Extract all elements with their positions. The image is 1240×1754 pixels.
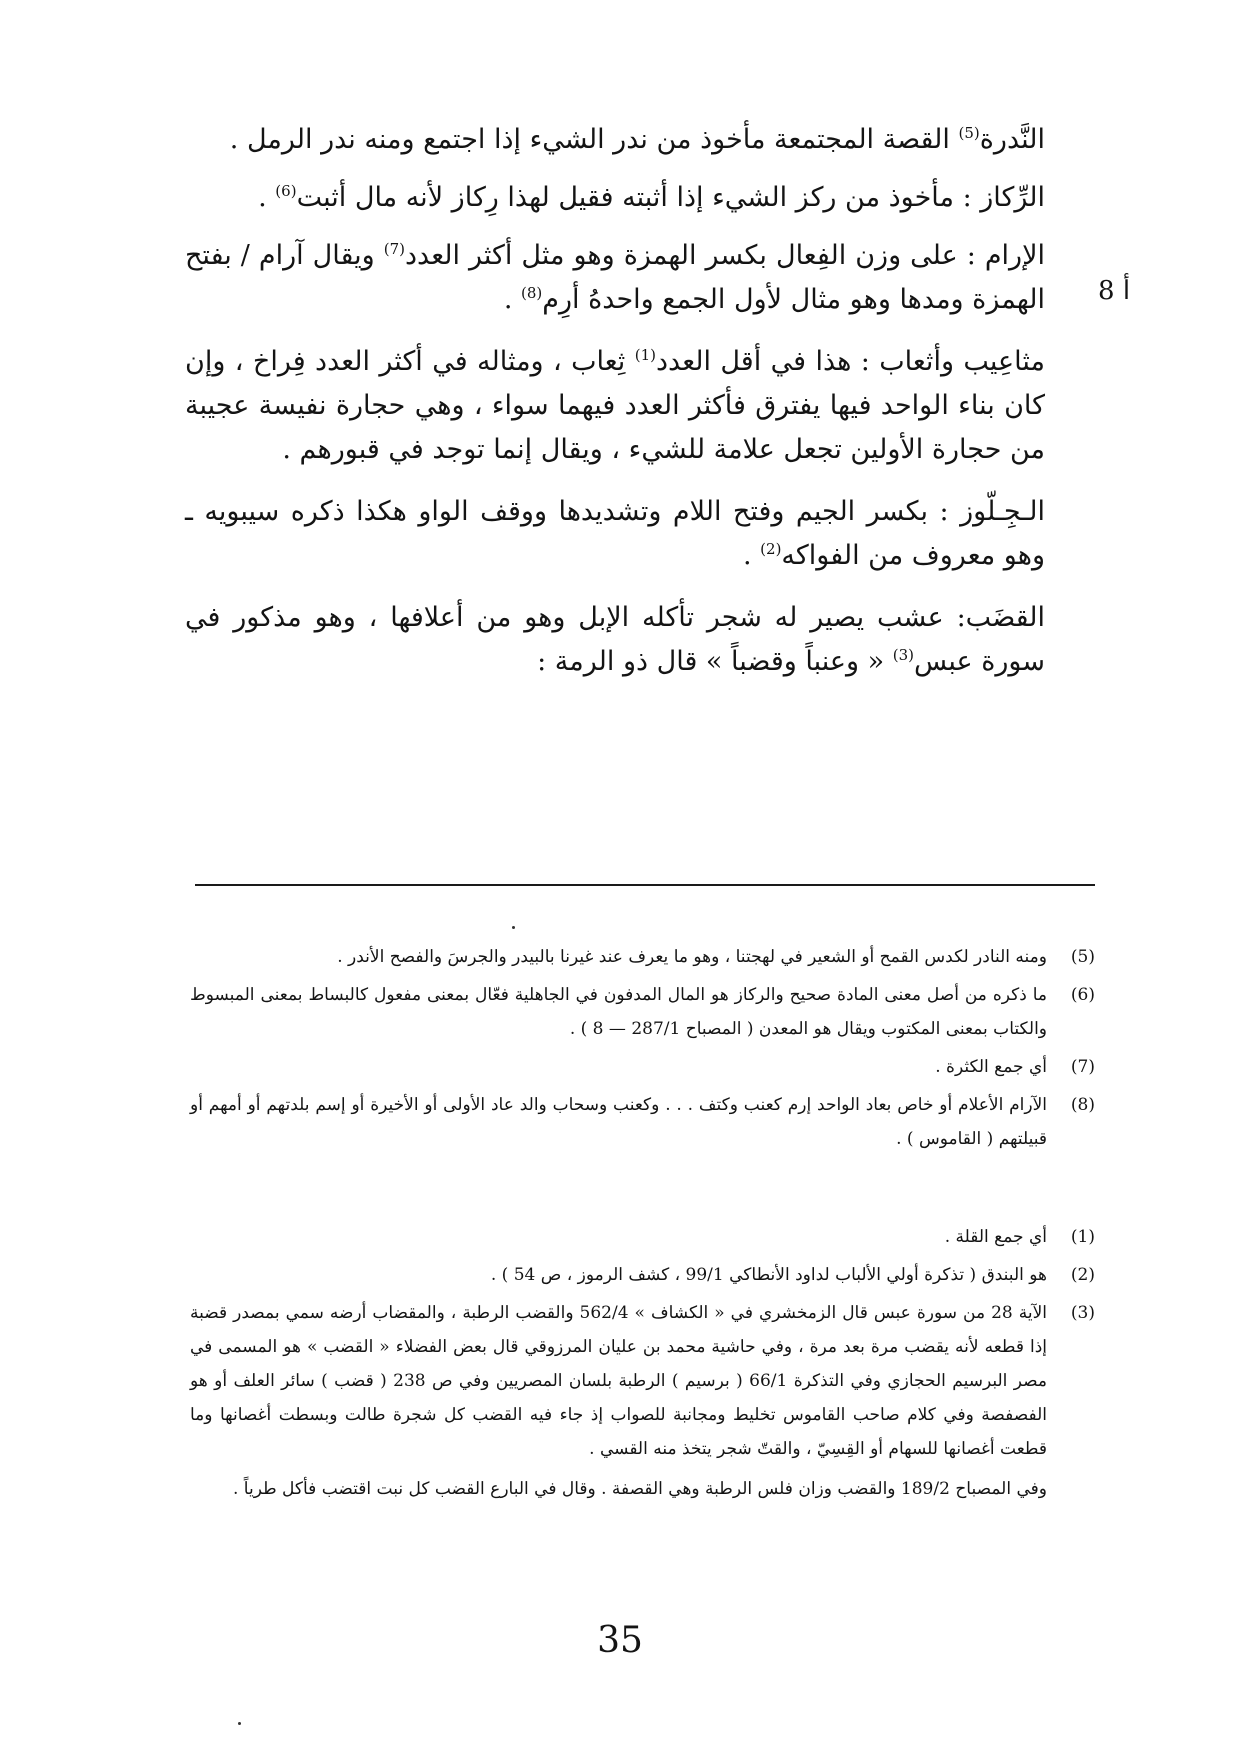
page-number: 35: [597, 1620, 643, 1661]
footnote-ref: (6): [275, 182, 297, 200]
footnote: (5) ومنه النادر لكدس القمح أو الشعير في لهجتنا ، وهو ما يعرف عند غيرنا بالبيدر والجرسَ والفصح الأندر .: [337, 947, 1095, 967]
paragraph-iram: الإرام : على وزن الفِعال بكسر الهمزة وهو مثل أكثر العدد$^{(7)}$ ويقال آرام / بفتح الهمزة ومدها وهو مثال لأول الجمع واحدهُ أرِم$^{(8)}$ .: [185, 240, 1045, 315]
footnote: (8) الآرام الأعلام أو خاص بعاد الواحد إرم كعنب وكتف . . . وكعنب وسحاب والد عاد الأولى أو الأخيرة أو إسم بلدتهم أو أمهم أو قبيلتهم ( القاموس ) .: [190, 1095, 1095, 1149]
folio-marker: 8 أ: [1098, 276, 1131, 306]
footnote-ref: (7): [383, 240, 405, 258]
main-text: [185, 118, 1045, 702]
footnote: (2) هو البندق ( تذكرة أولي الألباب لداود الأنطاكي 99/1 ، كشف الرموز ، ص 54 ) .: [490, 1265, 1095, 1285]
scan-speck: [512, 926, 515, 929]
paragraph-qadab: القضَب: عشب يصير له شجر تأكله الإبل وهو من أعلافها ، وهو مذكور في سورة عبس$^{(3)}$ « وعنباً وقضباً » قال ذو الرمة :: [185, 602, 1045, 677]
footnote-continuation: وفي المصباح 189/2 والقضب وزان فلس الرطبة وهي القصفة . وقال في البارع القضب كل نبت اقتضب فأكل طرياً .: [232, 1479, 1047, 1499]
paragraph-rikaz: الرِّكاز : مأخوذ من ركز الشيء إذا أثبته فقيل لهذا رِكاز لأنه مال أثبت$^{(6)}$ .: [258, 182, 1045, 213]
footnote: (7) أي جمع الكثرة .: [935, 1057, 1095, 1077]
footnote: (6) ما ذكره من أصل معنى المادة صحيح والركاز هو المال المدفون في الجاهلية فعّال بمعنى مفعول كالبساط بمعنى المبسوط والكتاب بمعنى المكتوب ويقال هو المعدن ( المصباح 287/1 — 8 ) .: [190, 985, 1095, 1039]
footnote-ref: (2): [760, 540, 782, 558]
footnotes-group-a: [190, 940, 1095, 1160]
footnotes-group-b: [190, 1220, 1095, 1510]
paragraph-mathaib: مثاعِيب وأثعاب : هذا في أقل العدد$^{(1)}$ ثِعاب ، ومثاله في أكثر العدد فِراخ ، وإن كان بناء الواحد فيها يفترق فأكثر العدد فيهما سواء ، وهي حجارة نفيسة عجيبة من حجارة الأولين تجعل علامة للشيء ، ويقال إنما توجد في قبورهم .: [185, 346, 1046, 465]
paragraph-jilloz: الـجِـلّوز : بكسر الجيم وفتح اللام وتشديدها ووقف الواو هكذا ذكره سيبويه ـ وهو معروف من الفواكه$^{(2)}$ .: [185, 496, 1045, 571]
footnote-ref: (1): [634, 346, 656, 364]
paragraph-nadra: النَّدرة$^{(5)}$ القصة المجتمعة مأخوذ من ندر الشيء إذا اجتمع ومنه ندر الرمل .: [229, 124, 1045, 155]
footnote-ref: (8): [521, 284, 543, 302]
footnote-separator: [195, 884, 1095, 886]
footnote-ref: (5): [958, 124, 980, 142]
footnote-ref: (3): [892, 646, 914, 664]
footnote: (3) الآية 28 من سورة عبس قال الزمخشري في « الكشاف » 562/4 والقضب الرطبة ، والمقضاب أرضه سمي بمصدر قضبة إذا قطعه لأنه يقضب مرة بعد مرة ، وفي حاشية محمد بن عليان المرزوقي قال بعض الفضلاء « القضب » هو المسمى في مصر البرسيم الحجازي وفي التذكرة 66/1 ( برسيم ) الرطبة بلسان المصريين وفي ص 238 ( قضب ) سائر العلف أو هو الفصفصة وفي كلام صاحب القاموس تخليط ومجانبة للصواب إذ جاء فيه القضب كل شجرة طالت وبسطت أغصانها وما قطعت أغصانها للسهام أو القِسِيّ ، والقتّ شجر يتخذ منه القسي . وفي المصباح 189/2 والقضب وزان فلس الرطبة وهي القصفة . وقال في البارع القضب كل نبت اقتضب فأكل طرياً .: [190, 1296, 1095, 1506]
footnote: (1) أي جمع القلة .: [944, 1227, 1095, 1247]
scan-speck: [238, 1722, 241, 1725]
